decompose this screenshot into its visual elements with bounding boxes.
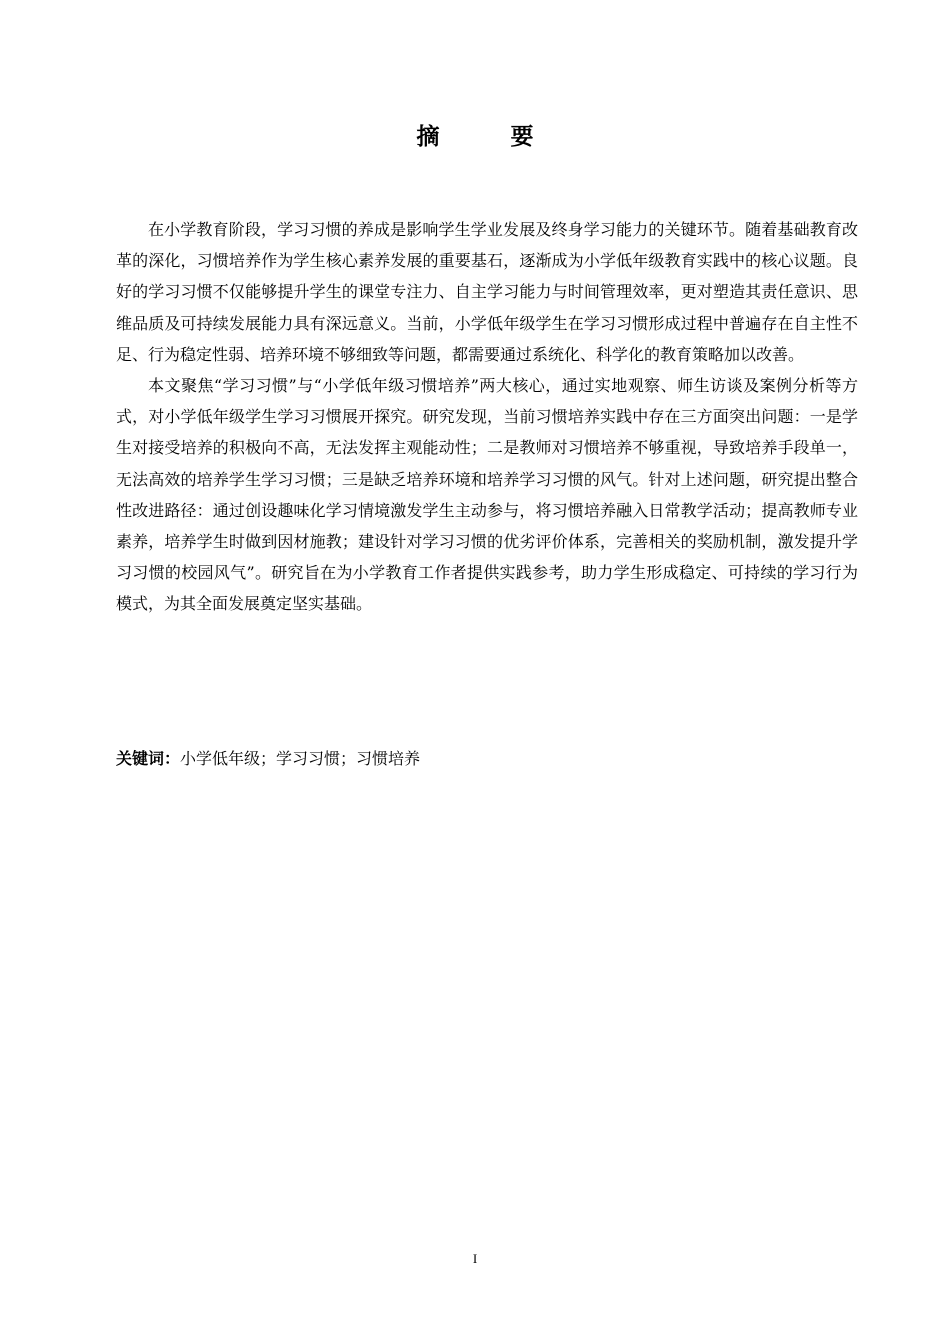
keywords-label: 关键词： (116, 749, 181, 768)
page-number: I (472, 1251, 478, 1266)
page-title: 摘 要 (416, 124, 558, 150)
abstract-paragraph-2: 本文聚焦“学习习惯”与“小学低年级习惯培养”两大核心，通过实地观察、师生访谈及案例分析等方式，对小学低年级学生学习习惯展开探究。研究发现，当前习惯培养实践中存在三方面突出问题：一是学生对接受培养的积极向不高，无法发挥主观能动性；二是教师对习惯培养不够重视，导致培养手段单一，无法高效的培养学生学习习惯；三是缺乏培养环境和培养学习习惯的风气。针对上述问题，研究提出整合性改进路径：通过创设趣味化学习情境激发学生主动参与，将习惯培养融入日常教学活动；提高教师专业素养，培养学生时做到因材施教；建设针对学习习惯的优劣评价体系，完善相关的奖励机制，激发提升学习习惯的校园风气”。研究旨在为小学教育工作者提供实践参考，助力学生形成稳定、可持续的学习行为模式，为其全面发展奠定坚实基础。 (116, 376, 858, 614)
keywords-value: 小学低年级；学习习惯；习惯培养 (180, 749, 421, 768)
abstract-paragraph-1: 在小学教育阶段，学习习惯的养成是影响学生学业发展及终身学习能力的关键环节。随着基础教育改革的深化，习惯培养作为学生核心素养发展的重要基石，逐渐成为小学低年级教育实践中的核心议题。良好的学习习惯不仅能够提升学生的课堂专注力、自主学习能力与时间管理效率，更对塑造其责任意识、思维品质及可持续发展能力具有深远意义。当前，小学低年级学生在学习习惯形成过程中普遍存在自主性不足、行为稳定性弱、培养环境不够细致等问题，都需要通过系统化、科学化的教育策略加以改善。 (116, 220, 858, 364)
keywords-line (116, 743, 858, 774)
abstract-body (116, 214, 858, 620)
